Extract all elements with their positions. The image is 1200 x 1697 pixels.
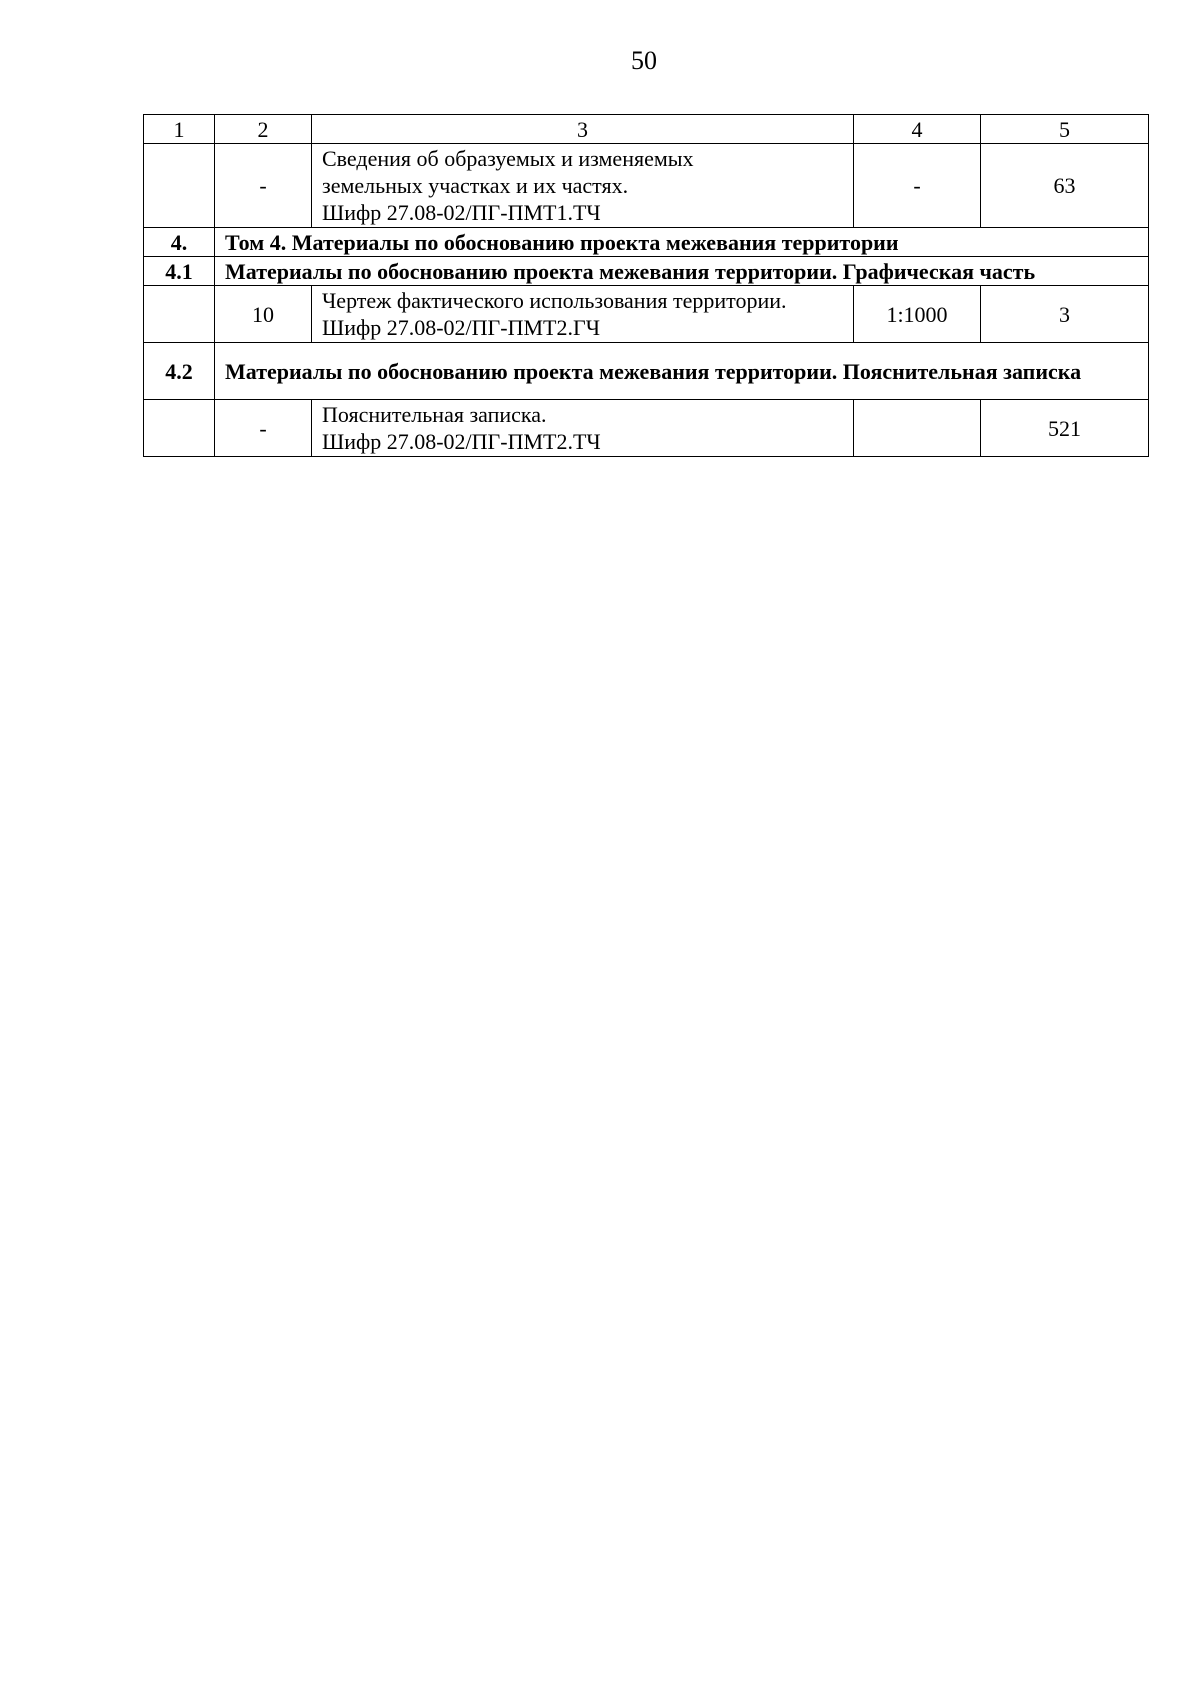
- document-name-cell: [312, 286, 854, 343]
- document-name-line: Пояснительная записка.: [322, 402, 547, 427]
- scale-cell: 1:1000: [854, 286, 981, 343]
- row-number-cell: [144, 144, 215, 228]
- document-name-line: Шифр 27.08-02/ПГ-ПМТ2.ТЧ: [322, 429, 601, 454]
- table-row: [144, 286, 1149, 343]
- row-number-cell: [144, 400, 215, 457]
- section-row: [144, 228, 1149, 257]
- sheet-number-cell: -: [215, 144, 312, 228]
- row-number-cell: [144, 286, 215, 343]
- section-title-cell: Том 4. Материалы по обоснованию проекта межевания территории: [215, 228, 1149, 257]
- document-name-line: Сведения об образуемых и изменяемых: [322, 146, 694, 171]
- header-cell-1: 1: [144, 115, 215, 144]
- document-name-line: Шифр 27.08-02/ПГ-ПМТ1.ТЧ: [322, 200, 601, 225]
- sheet-number-cell: 10: [215, 286, 312, 343]
- page-number: 50: [631, 46, 657, 75]
- section-title-cell: Материалы по обоснованию проекта межевания территории. Графическая часть: [215, 257, 1149, 286]
- scale-cell: -: [854, 144, 981, 228]
- table-header-row: [144, 115, 1149, 144]
- pages-cell: 521: [981, 400, 1149, 457]
- section-number-cell: 4.: [144, 228, 215, 257]
- header-cell-4: 4: [854, 115, 981, 144]
- document-name-line: земельных участках и их частях.: [322, 173, 629, 198]
- section-number-cell: 4.2: [144, 343, 215, 400]
- section-row: [144, 257, 1149, 286]
- document-name-line: Чертеж фактического использования территории.: [322, 288, 787, 313]
- section-row: [144, 343, 1149, 400]
- document-name-cell: [312, 400, 854, 457]
- section-number-cell: 4.1: [144, 257, 215, 286]
- document-name-cell: [312, 144, 854, 228]
- document-table: [143, 114, 1149, 457]
- sheet-number-cell: -: [215, 400, 312, 457]
- pages-cell: 63: [981, 144, 1149, 228]
- header-cell-3: 3: [312, 115, 854, 144]
- scale-cell: [854, 400, 981, 457]
- pages-cell: 3: [981, 286, 1149, 343]
- header-cell-5: 5: [981, 115, 1149, 144]
- header-cell-2: 2: [215, 115, 312, 144]
- table-row: [144, 400, 1149, 457]
- section-title-cell: Материалы по обоснованию проекта межевания территории. Пояснительная записка: [215, 343, 1149, 400]
- document-name-line: Шифр 27.08-02/ПГ-ПМТ2.ГЧ: [322, 315, 600, 340]
- table-row: [144, 144, 1149, 228]
